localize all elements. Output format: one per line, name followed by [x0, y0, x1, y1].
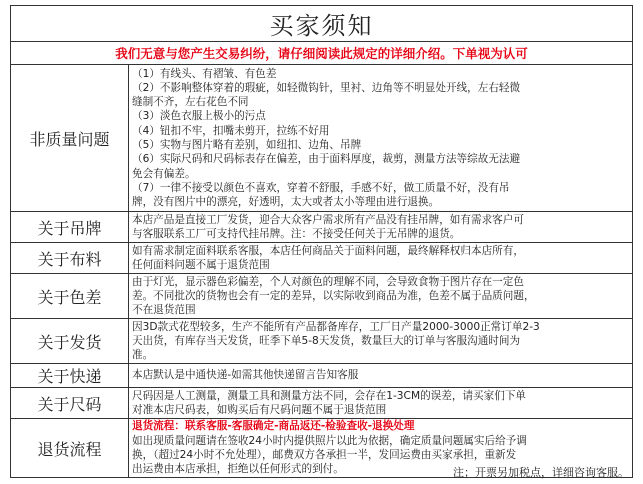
- quality-line-8: 免会有偏差。: [132, 167, 196, 180]
- quality-line-5: （4）钮扣不牢，扣嘴未剪开，拉练不好用: [132, 124, 330, 137]
- color-line-3: 不在退货范围: [132, 304, 196, 317]
- returns-line-2: 换，（超过24小时不允处理），邮费双方各承担一半，发回运费由买家承担，重新发: [132, 449, 517, 461]
- fabric-line-1: 如有需求制定面料联系客服，本店任何商品关于面料问题，最终解释权归本店所有，: [132, 244, 524, 257]
- footer-note: 注；开票另加税点，详细咨询客服。: [453, 466, 629, 479]
- row-tag: [11, 212, 633, 243]
- quality-line-1: （1）有线头、有褶皱、有色差: [132, 67, 277, 80]
- returns-process-highlight: 退货流程：联系客服-客服确定-商品返还-检验查收-退换处理: [132, 420, 415, 433]
- row-color: [11, 274, 633, 319]
- shipping-line-1: 因3D款式花型较多，生产不能所有产品都备库存，工厂日产量2000-3000正常订单2-3: [132, 320, 540, 333]
- tag-line-2: 与客服联系工厂可支持代挂吊牌。注：不接受任何关于无吊牌的退货。: [132, 228, 461, 240]
- label-shipping: 关于发货: [11, 319, 129, 364]
- row-fabric: [11, 243, 633, 274]
- returns-line-1: 如出现质量问题请在签收24小时内提供照片以此为依据，确定质量问题属实后给予调: [132, 434, 527, 447]
- label-size: 关于尺码: [11, 388, 129, 419]
- label-fabric: 关于布料: [11, 243, 129, 274]
- row-size: [11, 388, 633, 419]
- color-line-1: 由于灯光，显示器色彩偏差，个人对颜色的理解不同，会导致食物于图片存在一定色: [132, 275, 524, 288]
- quality-line-10: 牌，没有图片中的漂亮，好透明，太大或者太小等理由进行退换。: [132, 196, 440, 209]
- content-express: [129, 364, 633, 388]
- quality-line-7: （6）实际尺码和尺码标表存在偏差，由于面料厚度，裁剪，测量方法等综故无法避: [132, 153, 521, 166]
- fabric-line-2: 任何面料问题不属于退货范围: [132, 259, 270, 271]
- row-quality: [11, 65, 633, 212]
- content-quality: [129, 65, 633, 212]
- size-line-2: 对准本店尺码表，如购买后有尺码问题不属于退货范围: [132, 404, 387, 416]
- quality-line-9: （7）一律不接受以颜色不喜欢，穿着不舒服，手感不好，做工质量不好，没有吊: [132, 181, 510, 194]
- page-title: 买家须知: [11, 6, 633, 42]
- label-tag: 关于吊牌: [11, 212, 129, 243]
- content-size: [129, 388, 633, 419]
- shipping-line-2: 天出货，有库存当天发货，旺季下单5-8天发货，数量巨大的订单与客服沟通时间为: [132, 334, 521, 347]
- buyer-notice-table: [10, 5, 633, 478]
- returns-line-3: 出运费由本店承担，拒绝以任何形式的到付。: [132, 463, 344, 476]
- label-quality: 非质量问题: [11, 65, 129, 212]
- quality-line-3: 缝制不齐，左右花色不同: [132, 96, 249, 109]
- label-express: 关于快递: [11, 364, 129, 388]
- content-color: [129, 274, 633, 319]
- row-express: [11, 364, 633, 388]
- color-line-2: 差。不同批次的货物也会有一定的差异，以实际收到商品为准，色差不属于品质问题，: [132, 289, 535, 302]
- quality-line-2: （2）不影响整体穿着的瑕疵，如轻微钩针，里衬、边角等不明显处开线，左右轻微: [132, 81, 521, 94]
- label-returns: 退货流程: [11, 419, 129, 478]
- row-shipping: [11, 319, 633, 364]
- quality-line-6: （5）实物与图片略有差别，如纽扣、边角、吊牌: [132, 139, 362, 151]
- size-line-1: 尺码因是人工测量，测量工具和测量方法不同，会存在1-3CM的误差，请买家们下单: [132, 389, 527, 402]
- label-color: 关于色差: [11, 274, 129, 319]
- warning-banner: 我们无意与您产生交易纠纷，请仔细阅读此规定的详细介绍。下单视为认可: [11, 42, 633, 65]
- shipping-line-3: 准。: [132, 349, 154, 362]
- express-line-1: 本店默认是中通快递-如需其他快递留言告知客服: [132, 369, 359, 382]
- content-shipping: [129, 319, 633, 364]
- content-fabric: [129, 243, 633, 274]
- tag-line-1: 本店产品是直接工厂发货，迎合大众客户需求所有产品没有挂吊牌，如有需求客户可: [132, 213, 524, 226]
- content-tag: [129, 212, 633, 243]
- quality-line-4: （3）淡色衣服上极小的污点: [132, 110, 266, 123]
